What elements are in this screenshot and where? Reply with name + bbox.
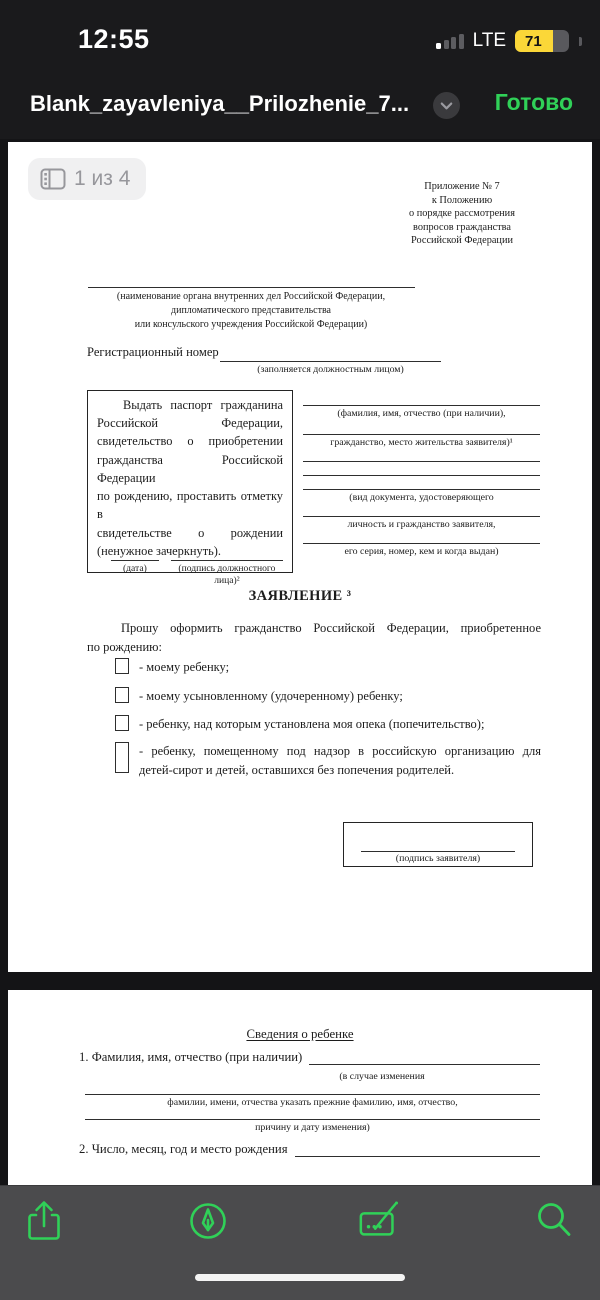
request-line: Прошу оформить гражданство Российской Федерации, приобретенное [121, 621, 541, 635]
caption-line: или консульского учреждения Российской Федерации) [134, 319, 368, 330]
applicant-blank-line [303, 461, 540, 462]
appendix-line: вопросов гражданства [413, 221, 511, 233]
issue-text-line: Выдать паспорт гражданина [123, 398, 283, 412]
child-name-blank-line [85, 1119, 540, 1120]
caption-line: (наименование органа внутренних дел Российской Федерации, [116, 291, 386, 302]
child-birth-blank-line [295, 1142, 540, 1157]
official-signature-blank-line [171, 560, 283, 561]
option-label-line: - ребенку, помещенному под надзор в российскую организацию для [139, 744, 541, 758]
applicant-blank-line [303, 516, 540, 517]
battery-percent: 71 [525, 32, 542, 50]
page-indicator-pill[interactable] [28, 158, 146, 200]
document-viewport[interactable] [0, 139, 600, 1185]
status-bar [0, 0, 600, 75]
battery-nub [579, 37, 582, 46]
chevron-down-icon [439, 98, 454, 113]
option-row-guardianship-child [115, 715, 484, 733]
request-paragraph [87, 619, 541, 657]
checkbox-orphan-child [115, 742, 129, 773]
applicant-caption: (фамилия, имя, отчество (при наличии), [337, 408, 506, 419]
markup-pen-icon [186, 1199, 230, 1243]
thumbnails-icon [40, 168, 66, 190]
applicant-caption: личность и гражданство заявителя, [347, 519, 496, 530]
status-bar-right [436, 30, 582, 52]
official-signature-field [171, 560, 283, 587]
official-signature-caption: (подпись должностного лица)² [178, 563, 276, 587]
option-label: - моему усыновленному (удочеренному) ребенку; [139, 689, 403, 703]
applicant-blank-line [303, 434, 540, 435]
search-icon [533, 1199, 575, 1243]
clock: 12:55 [78, 24, 150, 54]
child-name-caption: (в случае изменения [339, 1071, 425, 1082]
child-name-blank-line [85, 1094, 540, 1095]
date-blank-line [111, 560, 159, 561]
option-label [139, 742, 541, 781]
issue-text-line: свидетельство о приобретении [97, 434, 283, 449]
applicant-blank-line [303, 489, 540, 490]
applicant-caption: его серия, номер, кем и когда выдан) [344, 546, 499, 557]
filename-menu-button[interactable] [433, 92, 460, 119]
document-filename: Blank_zayavleniya__Prilozhenie_7... [30, 91, 410, 116]
org-name-caption [76, 290, 426, 332]
child-name-caption: причину и дату изменения) [255, 1122, 370, 1133]
issue-text-line: гражданства Российской Федерации [97, 452, 283, 485]
fill-sign-button[interactable] [357, 1198, 403, 1244]
checkbox-guardianship-child [115, 715, 129, 731]
signal-strength-icon [436, 33, 464, 49]
appendix-line: о порядке рассмотрения [409, 208, 515, 220]
issue-text-line: свидетельстве о рождении [97, 525, 283, 540]
issue-text-line: Российской Федерации, [97, 416, 283, 431]
registration-number-blank [220, 361, 441, 362]
option-row-adopted-child [115, 687, 403, 705]
applicant-blank-line [303, 475, 540, 476]
child-birth-label: 2. Число, месяц, год и место рождения [79, 1142, 288, 1156]
child-name-field-row [79, 1050, 540, 1065]
option-label: - ребенку, над которым установлена моя опека (попечительство); [139, 717, 485, 731]
battery-icon [515, 30, 569, 52]
child-name-caption: фамилии, имени, отчества указать прежние фамилию, имя, отчество, [167, 1097, 458, 1108]
caption-line: дипломатического представительства [171, 305, 331, 316]
option-label: - моему ребенку; [139, 660, 230, 674]
appendix-line: Приложение № 7 [424, 181, 500, 192]
applicant-signature-blank-line [361, 851, 515, 852]
issue-text-line: (ненужное зачеркнуть). [97, 543, 222, 558]
network-type-label: LTE [472, 30, 506, 51]
issue-instruction-text [97, 396, 283, 560]
date-signature-field [111, 560, 159, 587]
share-button[interactable] [21, 1198, 67, 1244]
issue-box-signature-row [97, 560, 283, 587]
applicant-signature-box [343, 822, 533, 867]
done-button[interactable]: Готово [494, 89, 573, 115]
appendix-reference [386, 180, 538, 248]
search-button[interactable] [531, 1198, 577, 1244]
child-birth-field-row [79, 1142, 540, 1157]
home-indicator[interactable] [195, 1274, 405, 1281]
appendix-line: к Положению [431, 194, 493, 206]
checkbox-my-child [115, 658, 129, 674]
page-indicator-label: 1 из 4 [74, 167, 131, 190]
applicant-blank-line [303, 405, 540, 406]
applicant-caption: гражданство, место жительства заявителя)¹ [330, 437, 513, 448]
share-icon [23, 1199, 65, 1243]
applicant-signature-caption: (подпись заявителя) [395, 853, 481, 864]
checkbox-adopted-child [115, 687, 129, 703]
official-issue-box [87, 390, 293, 587]
signature-box-icon [357, 1199, 403, 1243]
date-caption: (дата) [122, 563, 147, 575]
child-name-blank-line [309, 1050, 540, 1065]
document-page-1 [8, 142, 592, 972]
applicant-caption: (вид документа, удостоверяющего [349, 492, 494, 503]
registration-number-caption: (заполняется должностным лицом) [257, 364, 404, 375]
org-name-blank-line [88, 287, 415, 288]
option-label-line: детей-сирот и детей, оставшихся без попечения родителей. [139, 763, 455, 778]
child-info-heading: Сведения о ребенке [246, 1027, 354, 1041]
request-line: по рождению: [87, 639, 162, 654]
registration-number-label: Регистрационный номер [87, 345, 219, 359]
statement-title: ЗАЯВЛЕНИЕ ³ [248, 588, 352, 604]
appendix-line: Российской Федерации [411, 235, 513, 247]
option-row-orphan-child [115, 742, 541, 781]
child-name-label: 1. Фамилия, имя, отчество (при наличии) [79, 1050, 303, 1064]
issue-text-line: по рождению, проставить отметку в [97, 489, 283, 522]
option-row-my-child [115, 658, 229, 676]
bottom-toolbar [0, 1185, 600, 1300]
markup-button[interactable] [185, 1198, 231, 1244]
applicant-blank-line [303, 543, 540, 544]
